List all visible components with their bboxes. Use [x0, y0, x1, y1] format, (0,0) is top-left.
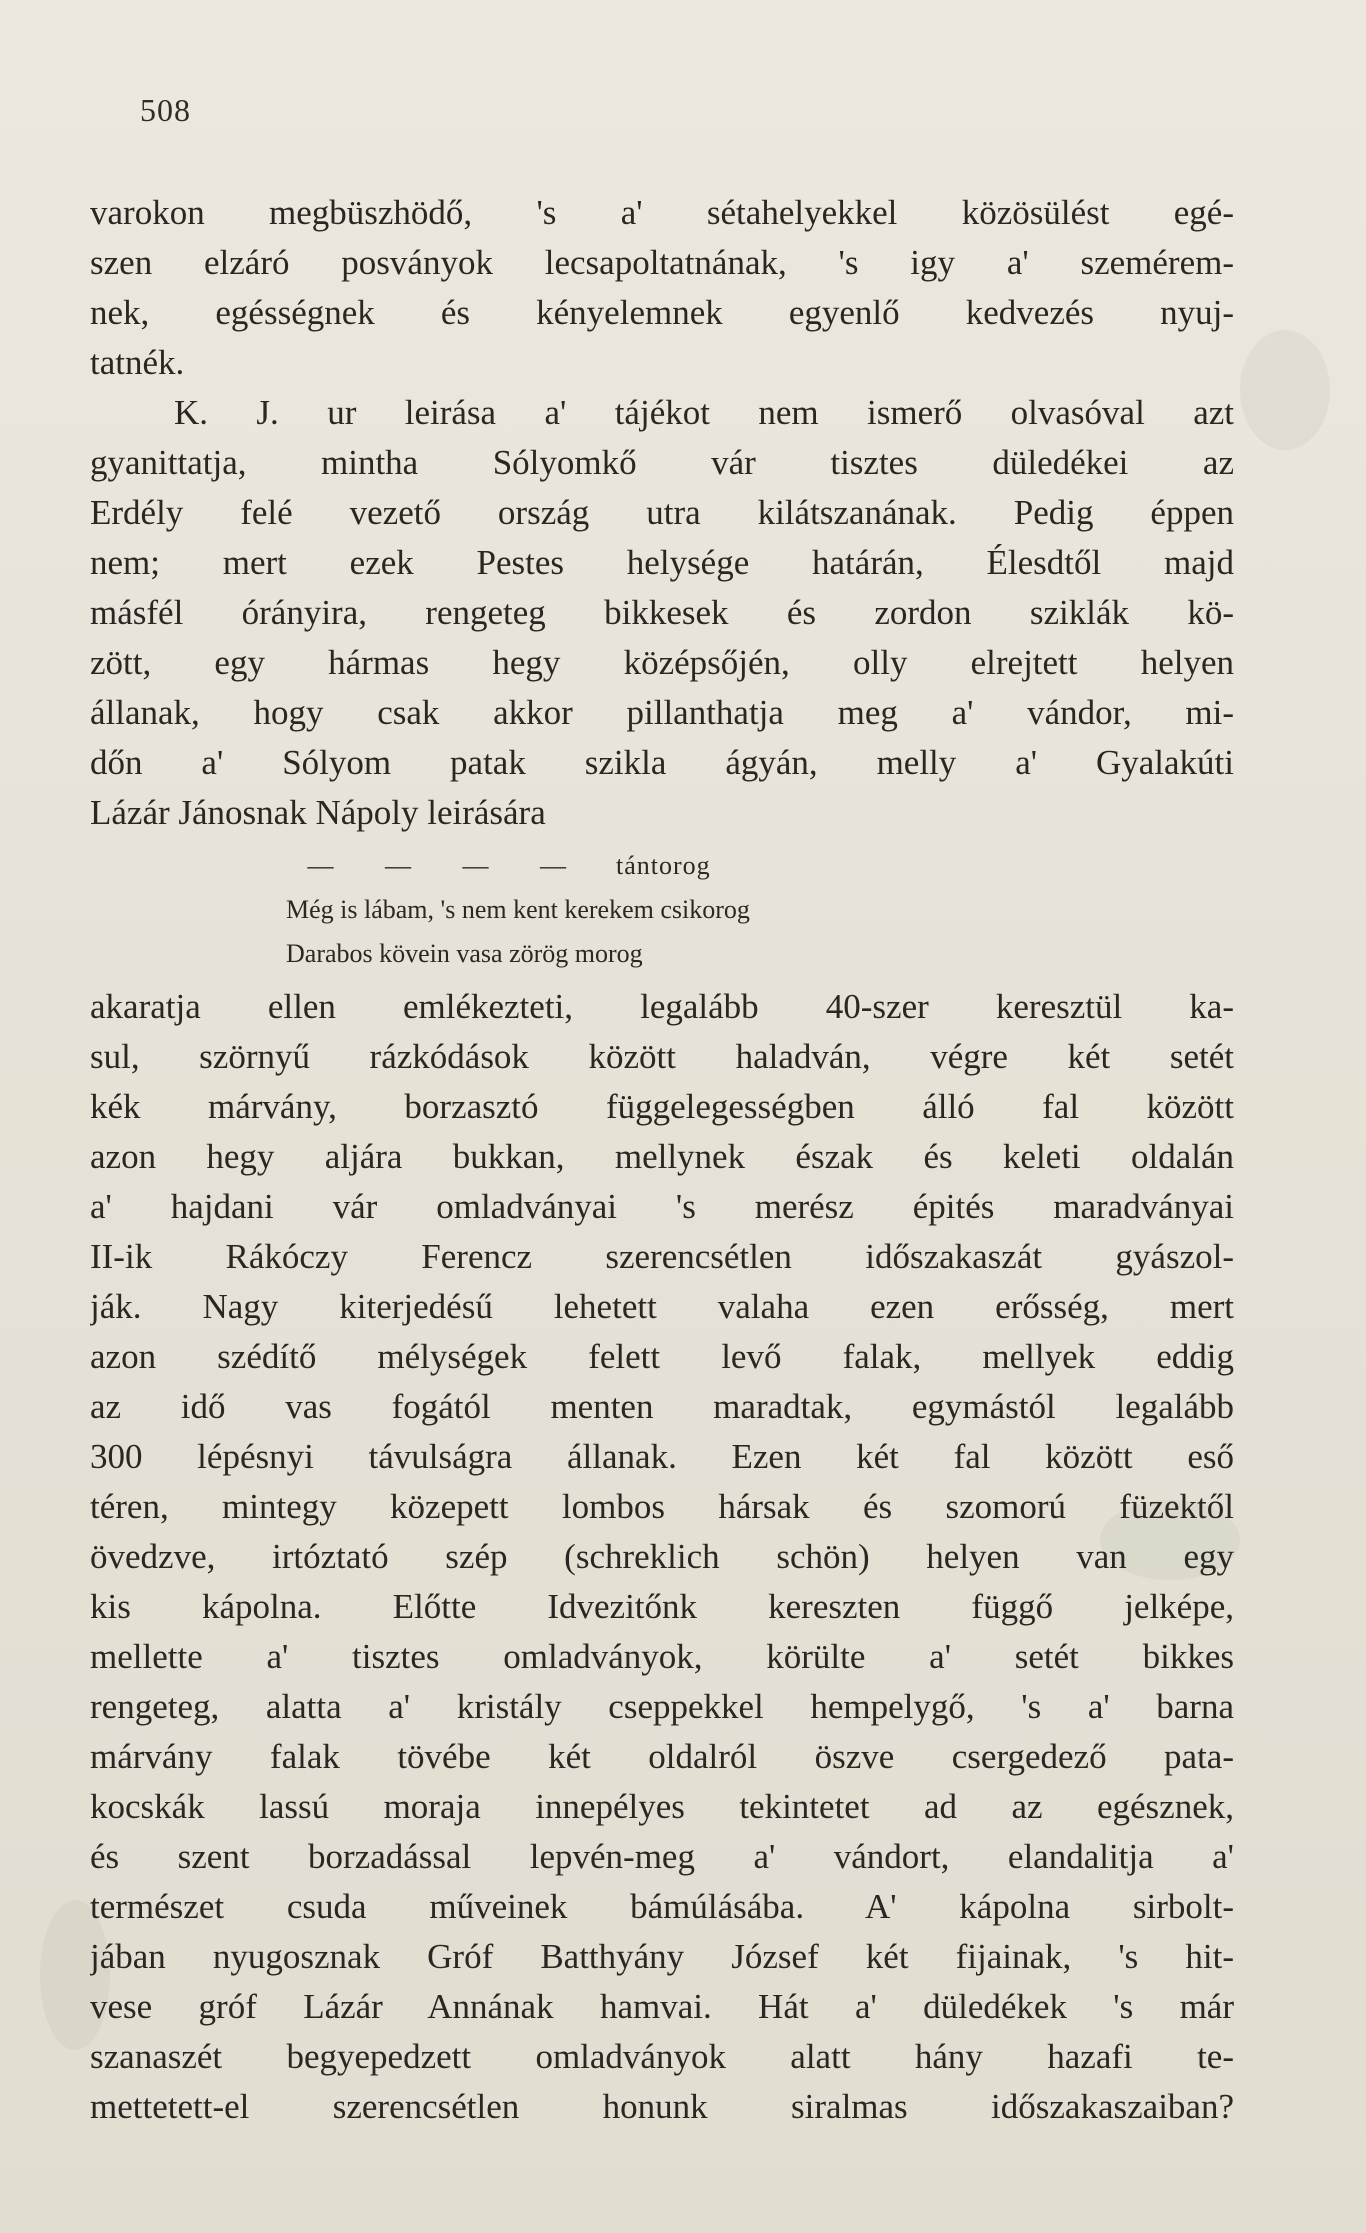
text-line: a' hajdani vár omladványai 's merész épités maradványai [90, 1187, 1234, 1226]
text-line: márvány falak tövébe két oldalról öszve csergedező pata- [90, 1737, 1234, 1776]
text-line: mettetett-el szerencsétlen honunk siralmas időszakaszaiban? [90, 2087, 1234, 2126]
text-line: gyanittatja, mintha Sólyomkő vár tisztes düledékei az [90, 443, 1234, 482]
text-line: II-ik Rákóczy Ferencz szerencsétlen időszakaszát gyászol- [90, 1237, 1234, 1276]
text-line: nem; mert ezek Pestes helysége határán, Élesdtől majd [90, 543, 1234, 582]
verse-word: tántorog [616, 851, 711, 880]
paragraph [90, 982, 1234, 2132]
page-number: 508 [140, 92, 191, 128]
paragraph [90, 388, 1234, 838]
text-line: jában nyugosznak Gróf Batthyány József két fijainak, 's hit- [90, 1937, 1234, 1976]
text-line: állanak, hogy csak akkor pillanthatja meg a' vándor, mi- [90, 693, 1234, 732]
text-line: kis kápolna. Előtte Idvezitőnk kereszten függő jelképe, [90, 1587, 1234, 1626]
text-line: másfél órányira, rengeteg bikkesek és zordon sziklák kö- [90, 593, 1234, 632]
text-line: és szent borzadással lepvén-meg a' vándort, elandalitja a' [90, 1837, 1234, 1876]
text-line: nek, egésségnek és kényelemnek egyenlő kedvezés nyuj- [90, 293, 1234, 332]
text-line: szanaszét begyepedzett omladványok alatt hány hazafi te- [90, 2037, 1234, 2076]
verse-line: Még is lábam, 's nem kent kerekem csikorog [286, 895, 750, 924]
text-line: kocskák lassú moraja innepélyes tekintetet ad az egésznek, [90, 1787, 1234, 1826]
body-text [90, 188, 1234, 2132]
text-line: mellette a' tisztes omladványok, körülte a' setét bikkes [90, 1637, 1234, 1676]
text-line: szen elzáró posványok lecsapoltatnának, 's igy a' szemérem- [90, 243, 1234, 282]
text-line: dőn a' Sólyom patak szikla ágyán, melly a' Gyalakúti [90, 743, 1234, 782]
text-line: ják. Nagy kiterjedésű lehetett valaha ezen erősség, mert [90, 1287, 1234, 1326]
verse-quote [90, 844, 1234, 976]
text-line: 300 lépésnyi távulságra állanak. Ezen két fal között eső [90, 1437, 1234, 1476]
verse-dash: — [462, 851, 490, 880]
text-line: akaratja ellen emlékezteti, legalább 40-szer keresztül ka- [90, 987, 1234, 1026]
text-line: zött, egy hármas hegy középsőjén, olly elrejtett helyen [90, 643, 1234, 682]
verse-dash: — [385, 851, 412, 880]
verse-dash: — [307, 851, 335, 880]
text-line: azon hegy aljára bukkan, mellynek észak és keleti oldalán [90, 1137, 1234, 1176]
text-line: Erdély felé vezető ország utra kilátszanának. Pedig éppen [90, 493, 1234, 532]
text-line: azon szédítő mélységek felett levő falak, mellyek eddig [90, 1337, 1234, 1376]
text-line: rengeteg, alatta a' kristály cseppekkel hempelygő, 's a' barna [90, 1687, 1234, 1726]
paper-stain [1240, 330, 1330, 450]
text-line: az idő vas fogától menten maradtak, egymástól legalább [90, 1387, 1234, 1426]
text-line: vese gróf Lázár Annának hamvai. Hát a' düledékek 's már [90, 1987, 1234, 2026]
text-line: természet csuda műveinek bámúlásába. A' kápolna sirbolt- [90, 1887, 1234, 1926]
text-line: kék márvány, borzasztó függelegességben álló fal között [90, 1087, 1234, 1126]
text-line: varokon megbüszhödő, 's a' sétahelyekkel közösülést egé- [90, 193, 1234, 232]
text-line: tatnék. [90, 343, 185, 382]
paragraph [90, 188, 1234, 388]
text-line: sul, szörnyű rázkódások között haladván, végre két setét [90, 1037, 1234, 1076]
text-line: K. J. ur leirása a' tájékot nem ismerő olvasóval azt [174, 393, 1234, 432]
text-line: övedzve, irtóztató szép (schreklich schön) helyen van egy [90, 1537, 1234, 1576]
verse-dash: — [540, 851, 567, 880]
text-line: Lázár Jánosnak Nápoly leirására [90, 793, 546, 832]
verse-line: Darabos kövein vasa zörög morog [286, 939, 643, 968]
verse-line [90, 844, 1234, 888]
text-line: téren, mintegy közepett lombos hársak és szomorú füzektől [90, 1487, 1234, 1526]
